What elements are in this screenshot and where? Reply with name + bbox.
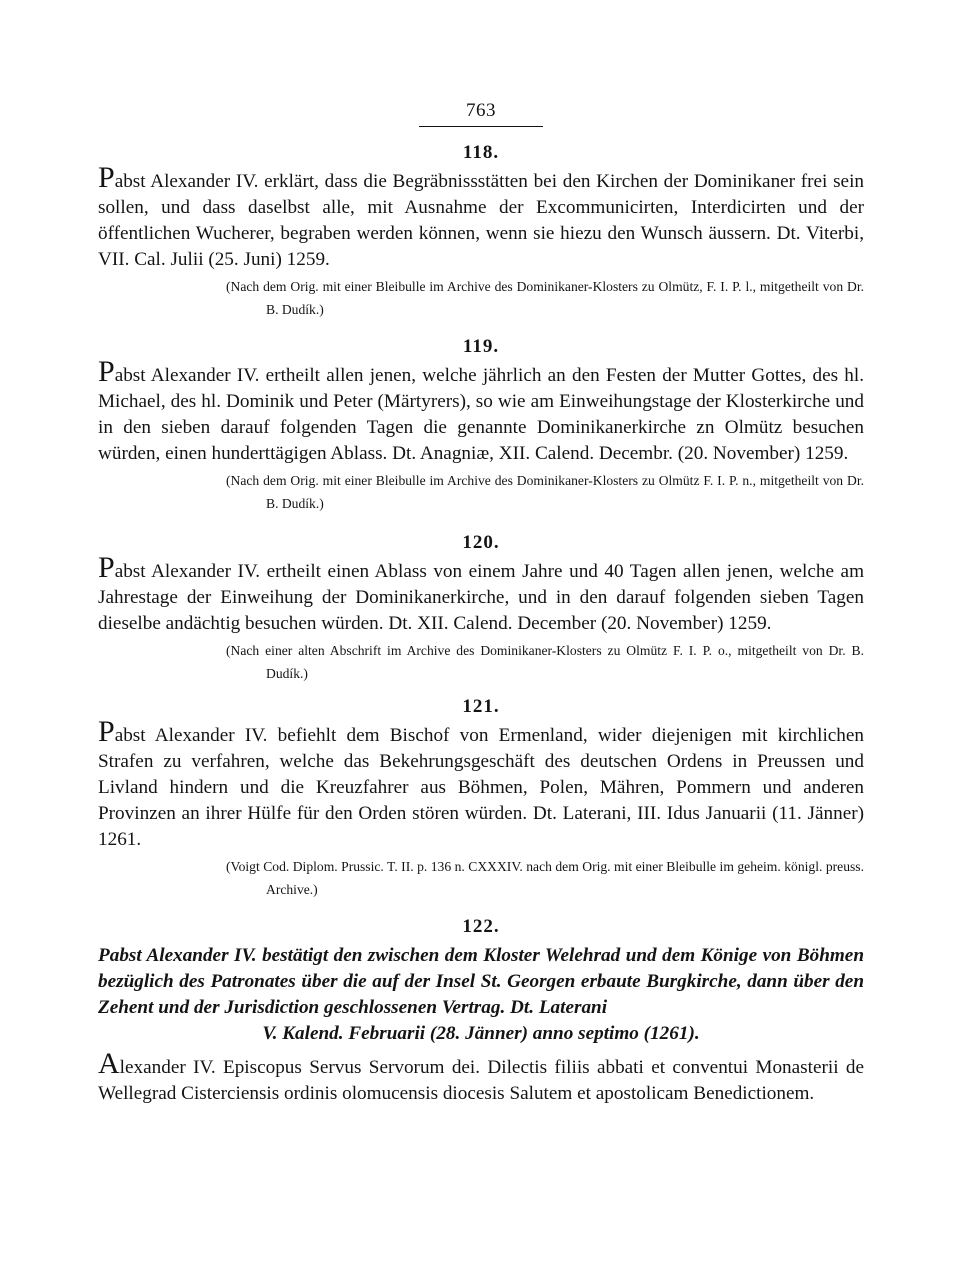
source-note: (Nach dem Orig. mit einer Bleibulle im Archive des Dominikaner-Klosters zu Olmütz F. I. P. n., mitgetheilt von Dr. B. Dudík.) [226, 473, 864, 511]
source-note: (Nach dem Orig. mit einer Bleibulle im Archive des Dominikaner-Klosters zu Olmütz, F. I. P. l., mitgetheilt von Dr. B. Dudík.) [226, 279, 864, 317]
regest-body: abst Alexander IV. ertheilt einen Ablass von einem Jahre und 40 Tagen allen jenen, welche am Jahrestage der Einweihung der Dominikanerkirche, und in den darauf folgenden sieben Tagen dieselbe andächtig besuchen würden. Dt. XII. Calend. December (20. November) 1259. [98, 561, 864, 634]
source-note: (Nach einer alten Abschrift im Archive des Dominikaner-Klosters zu Olmütz F. I. P. o., mitgetheilt von Dr. B. Dudík.) [226, 643, 864, 681]
document-number: 118. [462, 142, 500, 163]
header-rule [419, 126, 543, 127]
initial-letter: P [98, 161, 115, 194]
regest-text [98, 161, 864, 273]
document-page [98, 100, 864, 1107]
document-number: 122. [462, 916, 500, 937]
source-note: (Voigt Cod. Diplom. Prussic. T. II. p. 136 n. CXXXIV. nach dem Orig. mit einer Bleibulle im geheim. königl. preuss. Archive.) [226, 859, 864, 897]
regest-text [98, 355, 864, 467]
initial-letter: P [98, 355, 115, 388]
regest-body: abst Alexander IV. erklärt, dass die Begräbnissstätten bei den Kirchen der Dominikaner frei sein sollen, und dass daselbst alle, mit Ausnahme der Excommunicirten, Interdicirten und der öffentlichen Wucherer, begraben werden können, wenn sie hiezu den Wunsch äussern. Dt. Viterbi, VII. Cal. Julii (25. Juni) 1259. [98, 171, 864, 270]
initial-letter: P [98, 715, 115, 748]
summary-date-line: V. Kalend. Februarii (28. Jänner) anno septimo (1261). [262, 1023, 700, 1044]
page-number: 763 [466, 100, 496, 121]
summary-text: Pabst Alexander IV. bestätigt den zwischen dem Kloster Welehrad und dem Könige von Böhmen bezüglich des Patronates über die auf der Insel St. Georgen erbaute Burgkirche, dann über den Zehent und der Jurisdiction geschlossenen Vertrag. Dt. Laterani [98, 945, 864, 1018]
charter-text [98, 1047, 864, 1107]
regest-body: abst Alexander IV. befiehlt dem Bischof von Ermenland, wider diejenigen mit kirchlichen Strafen zu verfahren, welche das Bekehrungsgeschäft des deutschen Ordens in Preussen und Livland hindern und die Kreuzfahrer aus Böhmen, Polen, Mähren, Pommern und anderen Provinzen an ihrer Hülfe für den Orden stören würden. Dt. Laterani, III. Idus Januarii (11. Jänner) 1261. [98, 725, 864, 850]
charter-body: lexander IV. Episcopus Servus Servorum dei. Dilectis filiis abbati et conventui Monasterii de Wellegrad Cisterciensis ordinis olomucensis diocesis Salutem et apostolicam Benedictionem. [98, 1057, 864, 1104]
document-number: 119. [462, 336, 500, 357]
regest-body: abst Alexander IV. ertheilt allen jenen, welche jährlich an den Festen der Mutter Gottes, des hl. Michael, des hl. Dominik und Peter (Märtyrers), so wie am Einweihungstage der Klosterkirche und in den sieben darauf folgenden Tagen die genannte Dominikanerkirche zn Olmütz besuchen würden, einen hunderttägigen Ablass. Dt. Anagniæ, XII. Calend. Decembr. (20. November) 1259. [98, 365, 864, 464]
initial-letter: A [98, 1047, 120, 1080]
document-number: 120. [462, 532, 500, 553]
regest-text [98, 715, 864, 853]
regest-summary [98, 943, 864, 1047]
document-number: 121. [462, 696, 500, 717]
regest-text [98, 551, 864, 637]
initial-letter: P [98, 551, 115, 584]
